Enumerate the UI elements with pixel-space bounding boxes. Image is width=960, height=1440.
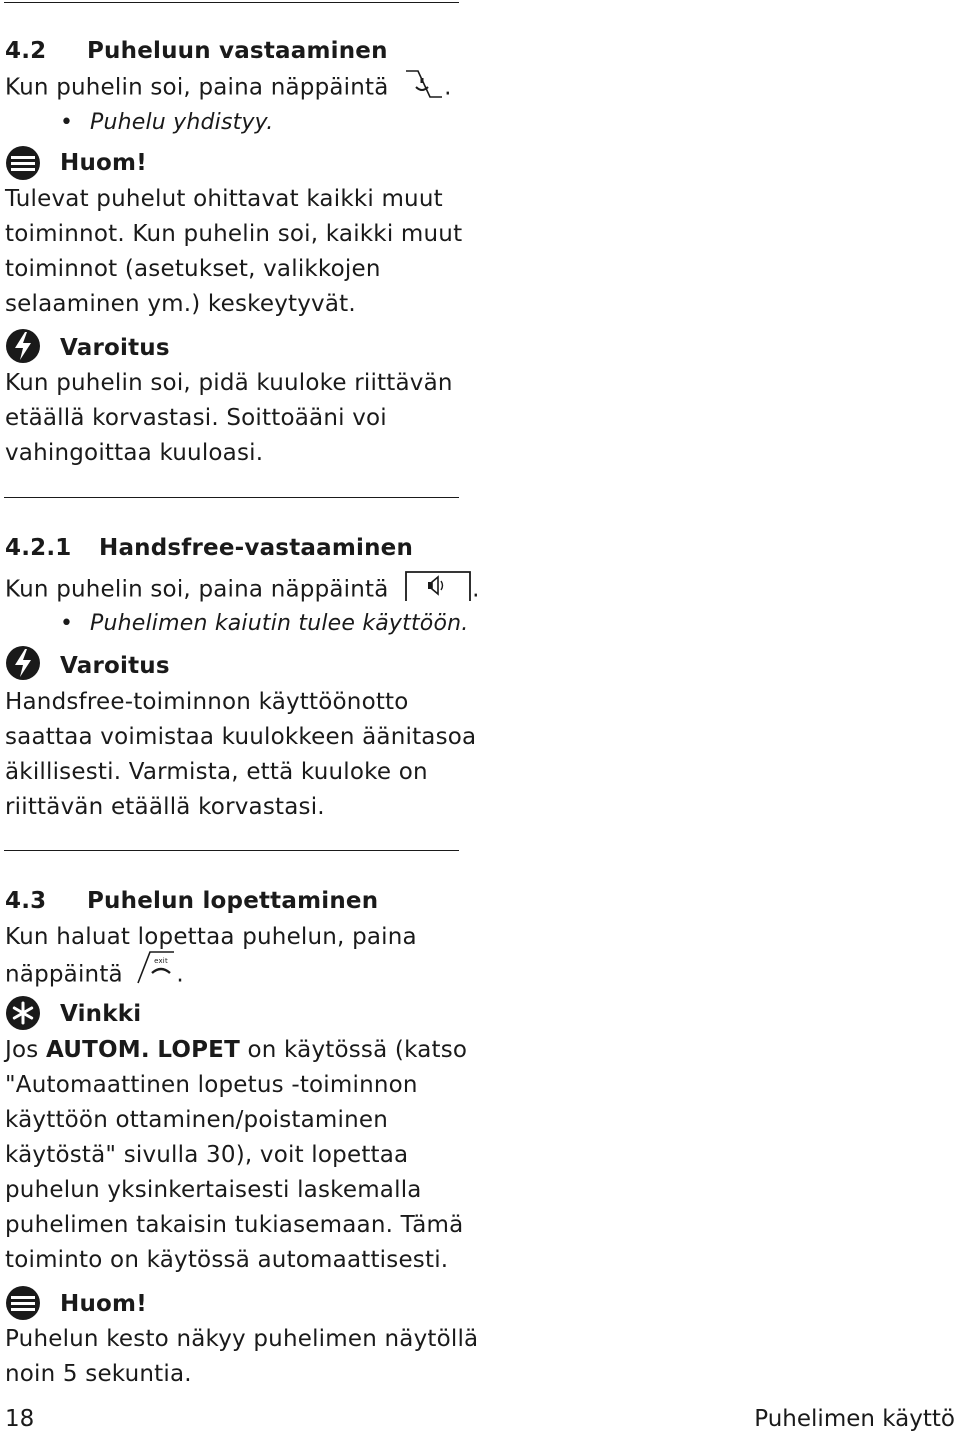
paragraph-line: Kun haluat lopettaa puhelun, paina bbox=[5, 924, 417, 950]
exit-key-label: exit bbox=[154, 957, 169, 965]
tip-line: käytöstä" sivulla 30), voit lopettaa bbox=[5, 1142, 409, 1168]
chapter-title: Puhelimen käyttö bbox=[754, 1406, 955, 1432]
warning-label: Varoitus bbox=[60, 653, 170, 679]
section-title: Puhelun lopettaminen bbox=[87, 888, 379, 914]
bullet-text: Puhelu yhdistyy. bbox=[90, 110, 274, 135]
note-line: toiminnot (asetukset, valikkojen bbox=[5, 256, 381, 282]
warning-label: Varoitus bbox=[60, 335, 170, 361]
note-icon bbox=[5, 1285, 41, 1325]
warning-line: Kun puhelin soi, pidä kuuloke riittävän bbox=[5, 370, 453, 396]
warning-line: riittävän etäällä korvastasi. bbox=[5, 794, 325, 820]
punctuation: . bbox=[176, 961, 184, 988]
tip-bold-text: LOPET bbox=[157, 1037, 240, 1063]
tip-line bbox=[5, 1035, 467, 1065]
paragraph-line bbox=[5, 957, 184, 993]
bullet-dot: • bbox=[60, 110, 74, 135]
warning-line: saattaa voimistaa kuulokkeen äänitasoa bbox=[5, 724, 477, 750]
body-text: Kun puhelin soi, paina näppäintä bbox=[5, 576, 389, 603]
exit-key-icon bbox=[136, 949, 176, 985]
warning-line: äkillisesti. Varmista, että kuuloke on bbox=[5, 759, 428, 785]
warning-line: Handsfree-toiminnon käyttöönotto bbox=[5, 689, 409, 715]
tip-line: "Automaattinen lopetus -toiminnon bbox=[5, 1072, 418, 1098]
tip-line: käyttöön ottaminen/poistaminen bbox=[5, 1107, 388, 1133]
bullet-item bbox=[60, 108, 273, 138]
note-line: noin 5 sekuntia. bbox=[5, 1361, 192, 1387]
speaker-key-icon bbox=[404, 569, 472, 603]
section-number: 4.2.1 bbox=[5, 535, 72, 561]
tip-icon bbox=[5, 995, 41, 1035]
warning-line: etäällä korvastasi. Soittoääni voi bbox=[5, 405, 387, 431]
section-title: Puheluun vastaaminen bbox=[87, 38, 388, 64]
paragraph bbox=[5, 573, 480, 607]
section-number: 4.3 bbox=[5, 888, 47, 914]
warning-icon bbox=[5, 645, 41, 685]
tip-text: Jos bbox=[5, 1037, 46, 1063]
body-text: näppäintä bbox=[5, 961, 123, 988]
body-text: Kun puhelin soi, paina näppäintä bbox=[5, 74, 389, 101]
note-label: Huom! bbox=[60, 150, 147, 176]
warning-line: vahingoittaa kuuloasi. bbox=[5, 440, 264, 466]
tip-text: on käytössä (katso bbox=[239, 1037, 468, 1063]
page-number: 18 bbox=[5, 1406, 35, 1432]
top-rule bbox=[4, 2, 459, 3]
punctuation: . bbox=[472, 576, 480, 603]
paragraph bbox=[5, 72, 452, 104]
talk-key-icon bbox=[404, 68, 444, 100]
note-label: Huom! bbox=[60, 1291, 147, 1317]
tip-label: Vinkki bbox=[60, 1001, 142, 1027]
section-heading-4-3 bbox=[5, 886, 378, 916]
bullet-item bbox=[60, 609, 468, 639]
warning-icon bbox=[5, 328, 41, 368]
tip-line: puhelun yksinkertaisesti laskemalla bbox=[5, 1177, 422, 1203]
section-rule bbox=[4, 497, 459, 498]
tip-bold-text: AUTOM. bbox=[45, 1037, 150, 1063]
bullet-text: Puhelimen kaiutin tulee käyttöön. bbox=[90, 611, 469, 636]
bullet-dot: • bbox=[60, 611, 74, 636]
section-heading-4-2 bbox=[5, 36, 388, 66]
section-title: Handsfree-vastaaminen bbox=[99, 535, 414, 561]
tip-line: toiminto on käytössä automaattisesti. bbox=[5, 1247, 449, 1273]
section-number: 4.2 bbox=[5, 38, 47, 64]
note-line: Tulevat puhelut ohittavat kaikki muut bbox=[5, 186, 443, 212]
section-rule bbox=[4, 850, 459, 851]
punctuation: . bbox=[444, 74, 452, 101]
tip-line: puhelimen takaisin tukiasemaan. Tämä bbox=[5, 1212, 464, 1238]
note-line: toiminnot. Kun puhelin soi, kaikki muut bbox=[5, 221, 463, 247]
note-line: selaaminen ym.) keskeytyvät. bbox=[5, 291, 356, 317]
section-heading-4-2-1 bbox=[5, 533, 413, 563]
note-icon bbox=[5, 145, 41, 185]
note-line: Puhelun kesto näkyy puhelimen näytöllä bbox=[5, 1326, 479, 1352]
